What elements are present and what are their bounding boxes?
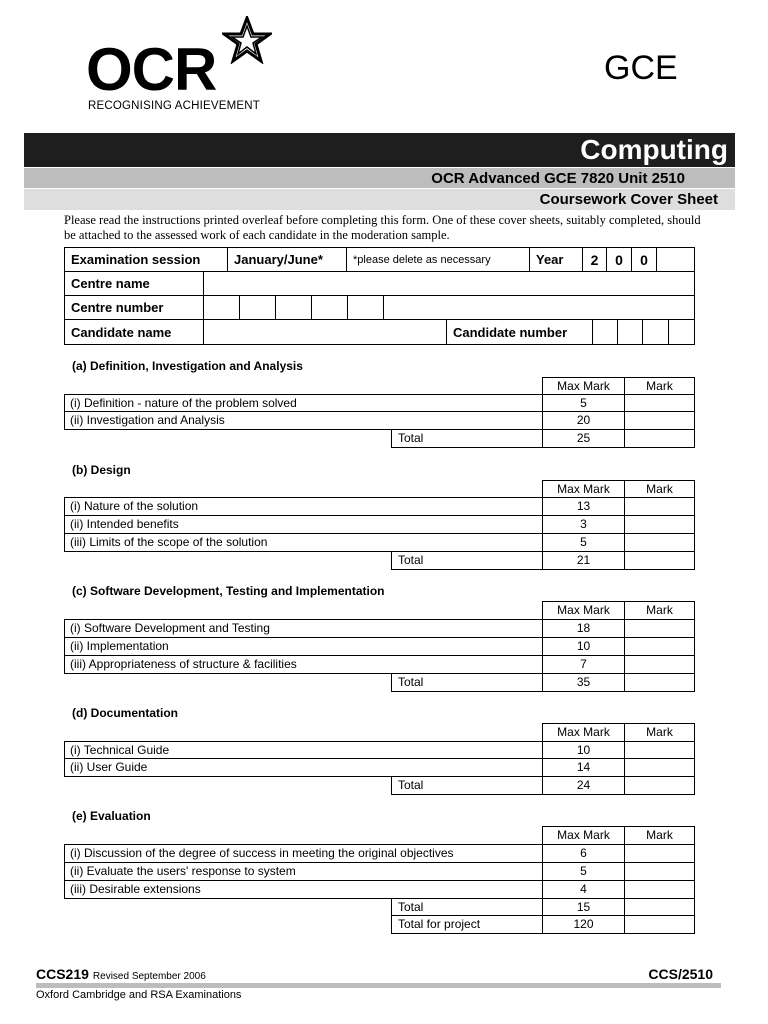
exam-session-field[interactable]: January/June* [227, 247, 347, 272]
max-mark-value: 5 [542, 394, 625, 412]
mark-input[interactable] [624, 515, 695, 534]
sheet-title: Coursework Cover Sheet [539, 191, 718, 208]
total-label: Total [391, 898, 543, 916]
criterion-label: (iii) Desirable extensions [64, 880, 543, 899]
project-total-mark-input[interactable] [624, 915, 695, 934]
max-mark-value: 3 [542, 515, 625, 534]
mark-input[interactable] [624, 844, 695, 863]
criterion-label: (ii) User Guide [64, 758, 543, 777]
criterion-label: (ii) Implementation [64, 637, 543, 656]
organisation-name: Oxford Cambridge and RSA Examinations [36, 989, 242, 1001]
mark-input[interactable] [624, 655, 695, 674]
section-title: (e) Evaluation [72, 809, 151, 823]
form-code-right: CCS/2510 [648, 966, 713, 982]
max-mark-value: 7 [542, 655, 625, 674]
centre-number-digit[interactable] [203, 295, 240, 320]
instructions-text: Please read the instructions printed overleaf before completing this form. One of these cover sheets, suitably completed, should be attached to the assessed work of each candidate in the moderation sample. [64, 213, 701, 242]
candidate-name-field[interactable] [203, 319, 447, 345]
section-title: (d) Documentation [72, 706, 178, 720]
year-label: Year [529, 247, 583, 272]
total-mark-input[interactable] [624, 776, 695, 795]
candidate-number-digit[interactable] [617, 319, 643, 345]
section-title: (b) Design [72, 463, 131, 477]
mark-input[interactable] [624, 533, 695, 552]
form-code-text: CCS219 [36, 966, 89, 982]
qualification-label: GCE [604, 49, 678, 87]
max-mark-value: 5 [542, 862, 625, 881]
centre-number-digit[interactable] [239, 295, 276, 320]
star-logo-icon [222, 16, 272, 64]
mark-input[interactable] [624, 411, 695, 430]
total-max-value: 21 [542, 551, 625, 570]
year-digit-3[interactable]: 0 [631, 247, 657, 272]
logo-text: OCR [86, 36, 217, 103]
candidate-number-digit[interactable] [592, 319, 618, 345]
max-mark-value: 10 [542, 741, 625, 759]
total-mark-input[interactable] [624, 898, 695, 916]
revision-note: Revised September 2006 [92, 971, 206, 982]
year-digit-4[interactable] [656, 247, 695, 272]
total-max-value: 15 [542, 898, 625, 916]
candidate-number-digit[interactable] [668, 319, 695, 345]
delete-note: *please delete as necessary [346, 247, 530, 272]
form-code [36, 966, 206, 982]
criterion-label: (i) Technical Guide [64, 741, 543, 759]
candidate-name-label: Candidate name [64, 319, 204, 345]
mark-input[interactable] [624, 862, 695, 881]
max-mark-header: Max Mark [542, 826, 625, 845]
max-mark-value: 10 [542, 637, 625, 656]
logo-tagline: RECOGNISING ACHIEVEMENT [88, 100, 261, 112]
max-mark-value: 5 [542, 533, 625, 552]
total-max-value: 25 [542, 429, 625, 448]
criterion-label: (ii) Investigation and Analysis [64, 411, 543, 430]
mark-input[interactable] [624, 758, 695, 777]
centre-number-digit[interactable] [347, 295, 384, 320]
max-mark-value: 20 [542, 411, 625, 430]
project-total-label: Total for project [391, 915, 543, 934]
max-mark-header: Max Mark [542, 723, 625, 742]
subject-title: Computing [580, 134, 728, 165]
candidate-number-label: Candidate number [446, 319, 593, 345]
criterion-label: (iii) Limits of the scope of the solution [64, 533, 543, 552]
mark-input[interactable] [624, 637, 695, 656]
year-digit-2[interactable]: 0 [606, 247, 632, 272]
total-max-value: 35 [542, 673, 625, 692]
max-mark-value: 4 [542, 880, 625, 899]
year-digit-1[interactable]: 2 [582, 247, 607, 272]
exam-session-label: Examination session [64, 247, 228, 272]
mark-header: Mark [624, 723, 695, 742]
total-mark-input[interactable] [624, 429, 695, 448]
mark-input[interactable] [624, 619, 695, 638]
mark-header: Mark [624, 826, 695, 845]
mark-input[interactable] [624, 741, 695, 759]
mark-input[interactable] [624, 880, 695, 899]
max-mark-value: 6 [542, 844, 625, 863]
criterion-label: (ii) Intended benefits [64, 515, 543, 534]
max-mark-value: 18 [542, 619, 625, 638]
section-title: (a) Definition, Investigation and Analysis [72, 359, 303, 373]
max-mark-value: 13 [542, 497, 625, 516]
total-label: Total [391, 429, 543, 448]
total-max-value: 24 [542, 776, 625, 795]
total-label: Total [391, 673, 543, 692]
mark-header: Mark [624, 377, 695, 395]
section-title: (c) Software Development, Testing and Implementation [72, 584, 385, 598]
max-mark-header: Max Mark [542, 480, 625, 498]
mark-header: Mark [624, 601, 695, 620]
project-total-max-value: 120 [542, 915, 625, 934]
mark-input[interactable] [624, 497, 695, 516]
centre-number-digit[interactable] [311, 295, 348, 320]
total-mark-input[interactable] [624, 551, 695, 570]
criterion-label: (i) Discussion of the degree of success in meeting the original objectives [64, 844, 543, 863]
mark-header: Mark [624, 480, 695, 498]
unit-title: OCR Advanced GCE 7820 Unit 2510 [431, 170, 685, 187]
criterion-label: (i) Nature of the solution [64, 497, 543, 516]
centre-number-blank [383, 295, 695, 320]
criterion-label: (ii) Evaluate the users' response to system [64, 862, 543, 881]
criterion-label: (i) Definition - nature of the problem solved [64, 394, 543, 412]
total-mark-input[interactable] [624, 673, 695, 692]
mark-input[interactable] [624, 394, 695, 412]
max-mark-header: Max Mark [542, 601, 625, 620]
max-mark-header: Max Mark [542, 377, 625, 395]
centre-name-label: Centre name [64, 271, 204, 296]
max-mark-value: 14 [542, 758, 625, 777]
centre-number-label: Centre number [64, 295, 204, 320]
criterion-label: (i) Software Development and Testing [64, 619, 543, 638]
total-label: Total [391, 776, 543, 795]
centre-number-digit[interactable] [275, 295, 312, 320]
footer-divider [36, 983, 721, 988]
total-label: Total [391, 551, 543, 570]
candidate-number-digit[interactable] [642, 319, 669, 345]
criterion-label: (iii) Appropriateness of structure & facilities [64, 655, 543, 674]
centre-name-field[interactable] [203, 271, 695, 296]
